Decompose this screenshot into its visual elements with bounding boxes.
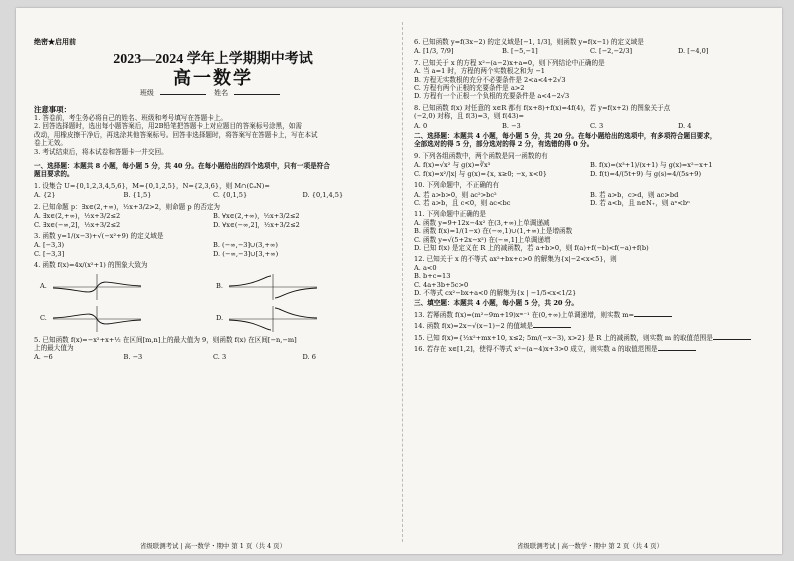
exam-title: 2023—2024 学年上学期期中考试 bbox=[113, 52, 313, 68]
option: D. 4 bbox=[678, 121, 692, 130]
page-1 bbox=[34, 8, 392, 554]
option: C. [−3,3] bbox=[34, 249, 65, 258]
question-16-text: 16. 若存在 x∈[1,2]，使得不等式 x²−(a−4)x+3>0 成立，则实数 a 的取值范围是 bbox=[414, 345, 658, 353]
answer-blank bbox=[713, 339, 751, 340]
option: B. −3 bbox=[123, 353, 143, 362]
notice-line: 1. 答卷前，考生务必将自己的姓名、班级和考号填写在答题卡上。 bbox=[34, 114, 228, 123]
section-1-heading: 一、选择题：本题共 8 小题，每小题 5 分，共 40 分。在每小题给出的四个选项中，只有一项是符合 bbox=[34, 162, 330, 171]
graph-option-a bbox=[40, 273, 216, 301]
notice-line: 改动，用橡皮擦干净后，再选涂其他答案标号。回答非选择题时，将答案写在答题卡上，写在本试 bbox=[34, 130, 318, 139]
graph-option-b bbox=[216, 273, 392, 301]
option: C. 4a+3b+5c>0 bbox=[414, 280, 469, 289]
option: D. [−4,0] bbox=[678, 47, 709, 56]
page-divider bbox=[402, 22, 403, 542]
question-11: 11. 下列命题中正确的是 bbox=[414, 210, 486, 219]
question-5: 5. 已知函数 f(x)=−x²+x+½ 在区间[m,n]上的最大值为 9，则函数 f(x) 在区间[−n,−m] bbox=[34, 335, 297, 344]
graph-c-icon bbox=[51, 305, 143, 333]
section-1-heading-cont: 题目要求的。 bbox=[34, 170, 74, 179]
option: A. f(x)=√x² 与 g(x)=∛x³ bbox=[414, 161, 491, 170]
notice-line: 3. 考试结束后，将本试卷和答题卡一并交回。 bbox=[34, 147, 168, 156]
answer-blank bbox=[658, 350, 696, 351]
options-1 bbox=[34, 191, 392, 199]
option: D. 6 bbox=[302, 353, 316, 362]
answer-blank bbox=[634, 316, 672, 317]
exam-sheet bbox=[16, 8, 782, 554]
option: C. 方程有两个正根的充要条件是 a>2 bbox=[414, 84, 525, 93]
option: C. 函数 y=√(5+2x−x²) 在(−∞,1]上单调递增 bbox=[414, 235, 551, 244]
section-2-heading: 二、选择题：本题共 4 小题，每小题 5 分，共 20 分。在每小题给出的选项中，有多项符合题目要求， bbox=[414, 132, 717, 141]
option: A. 0 bbox=[414, 121, 428, 130]
question-10: 10. 下列命题中，不正确的有 bbox=[414, 181, 500, 190]
option: C. 3 bbox=[213, 353, 227, 362]
question-15-text: 15. 已知 f(x)={½x²+mx+10, x≤2; 5m/(−x−3), x>2} 是 R 上的减函数，则实数 m 的取值范围是 bbox=[414, 333, 713, 342]
question-9: 9. 下列各组函数中，两个函数是同一函数的有 bbox=[414, 151, 548, 160]
question-13 bbox=[414, 311, 766, 319]
option: B. ∀x∈(2,+∞)，½x+3/2≤2 bbox=[213, 212, 300, 221]
graph-a-icon bbox=[51, 273, 143, 301]
options-2 bbox=[34, 212, 392, 229]
page-footer: 省级联测考试 | 高一数学・期中 第 2 页（共 4 页） bbox=[517, 541, 663, 550]
options-6 bbox=[414, 47, 766, 55]
option: C. {0,1,5} bbox=[213, 191, 248, 200]
option: D. f(t)=4/(5t+9) 与 g(s)=4/(5s+9) bbox=[590, 169, 702, 178]
name-line bbox=[34, 89, 392, 97]
section-2-heading-cont: 全部选对的得 5 分，部分选对的得 2 分，有选错的得 0 分。 bbox=[414, 140, 594, 149]
option: B. bbox=[216, 282, 223, 291]
option: C. [−2,−2/3] bbox=[590, 47, 633, 56]
name-label: 姓名 bbox=[214, 89, 229, 98]
option: B. 函数 f(x)=1/(1−x) 在(−∞,1)∪(1,+∞)上是增函数 bbox=[414, 227, 573, 236]
class-blank bbox=[160, 94, 206, 95]
options-9 bbox=[414, 161, 766, 178]
question-13-text: 13. 若幂函数 f(x)=(m²−9m+19)xᵐ⁻¹ 在(0,+∞)上单调递增，则实数 m= bbox=[414, 310, 635, 319]
notice-line: 卷上无效。 bbox=[34, 139, 67, 148]
option: A. {2} bbox=[34, 191, 56, 200]
section-3-heading: 三、填空题：本题共 4 小题，每小题 5 分，共 20 分。 bbox=[414, 299, 578, 308]
option: D. 若 a<b，且 n∈N₊，则 aⁿ<bⁿ bbox=[590, 198, 690, 207]
name-blank bbox=[234, 94, 280, 95]
option: A. [1/3, 7/9] bbox=[414, 47, 454, 56]
question-5-cont: 上的最大值为 bbox=[34, 343, 74, 352]
options-10 bbox=[414, 191, 766, 208]
question-3: 3. 函数 y=1/(x−3)+√(−x²+9) 的定义域是 bbox=[34, 231, 164, 240]
graph-option-c bbox=[40, 305, 216, 333]
question-8-cont: (−2,0) 对称，且 f(3)=3，则 f(43)= bbox=[414, 112, 525, 121]
page-2 bbox=[414, 8, 766, 554]
option: D. (−∞,−3]∪[3,+∞) bbox=[213, 249, 279, 258]
graph-d-icon bbox=[227, 305, 319, 333]
option: B. (−∞,−3]∪(3,+∞) bbox=[213, 241, 278, 250]
option: A. ∃x∈(2,+∞)，½x+3/2≤2 bbox=[34, 212, 121, 221]
graph-option-d bbox=[216, 305, 392, 333]
question-2: 2. 已知命题 p：∃x∈(2,+∞)，½x+3/2>2，则命题 p 的否定为 bbox=[34, 202, 221, 211]
question-15 bbox=[414, 334, 766, 342]
option: A. 当 a=1 时，方程的两个实数根之和为 −1 bbox=[414, 67, 545, 76]
option: D. 不等式 cx²−bx+a<0 的解集为{x | −1/5<x<1/2} bbox=[414, 288, 577, 297]
options-3 bbox=[34, 241, 392, 258]
option: A. 函数 y=9+12x−4x² 在(3,+∞)上单调递减 bbox=[414, 218, 550, 227]
graph-b-icon bbox=[227, 273, 319, 301]
subject-title: 高一数学 bbox=[173, 67, 253, 89]
options-4-graphs bbox=[40, 273, 392, 333]
question-6: 6. 已知函数 y=f(3x−2) 的定义域是[−1, 1/3]，则函数 y=f(x−1) 的定义域是 bbox=[414, 38, 644, 46]
option: C. 若 a>b，且 c<0，则 ac<bc bbox=[414, 198, 511, 207]
question-12: 12. 已知关于 x 的不等式 ax²+bx+c>0 的解集为{x|−2<x<5}，则 bbox=[414, 255, 617, 264]
option: D. {0,1,4,5} bbox=[302, 191, 344, 200]
option: D. 方程有一个正根一个负根的充要条件是 a<4−2√3 bbox=[414, 92, 570, 101]
notice-line: 2. 回答选择题时，选出每小题答案后，用2B铅笔把答题卡上对应题目的答案标号涂黑，如需 bbox=[34, 122, 302, 131]
option: C. 3 bbox=[590, 121, 604, 130]
class-label: 班级 bbox=[139, 89, 154, 98]
option: A. −6 bbox=[34, 353, 53, 362]
secret-mark: 绝密★启用前 bbox=[34, 37, 76, 46]
option: C. ∃x∈(−∞,2]，½x+3/2≤2 bbox=[34, 220, 121, 229]
option: C. bbox=[40, 314, 47, 323]
option: B. f(x)=(x³+1)/(x+1) 与 g(x)=x²−x+1 bbox=[590, 161, 713, 170]
question-16 bbox=[414, 345, 766, 353]
question-14 bbox=[414, 322, 766, 330]
options-8 bbox=[414, 122, 766, 130]
option: B. 若 a>b，c>d，则 ac>bd bbox=[590, 190, 679, 199]
question-1: 1. 设集合 U={0,1,2,3,4,5,6}，M={0,1,2,5}，N={2,3,6}，则 M∩(∁ᵤN)= bbox=[34, 181, 270, 190]
option: D. 已知 f(x) 是定义在 R 上的减函数，若 a+b>0，则 f(a)+f(−b)<f(−a)+f(b) bbox=[414, 243, 649, 252]
option: A. [−3,3) bbox=[34, 241, 65, 250]
option: A. 若 a>b>0，则 ac²>bc² bbox=[414, 190, 497, 199]
question-14-text: 14. 函数 f(x)=2x−√(x−1)−2 的值域是 bbox=[414, 322, 534, 331]
answer-blank bbox=[533, 327, 571, 328]
page-footer: 省级联测考试 | 高一数学・期中 第 1 页（共 4 页） bbox=[140, 541, 286, 550]
option: B. 方程无实数根的充分不必要条件是 2<a<4+2√3 bbox=[414, 75, 566, 84]
option: B. b+c=13 bbox=[414, 272, 451, 281]
option: B. [−5,−1] bbox=[502, 47, 538, 56]
option: D. bbox=[216, 314, 224, 323]
question-4: 4. 函数 f(x)=4x/(x²+1) 的图象大致为 bbox=[34, 261, 148, 270]
options-5 bbox=[34, 353, 392, 361]
option: B. −3 bbox=[502, 121, 521, 130]
option: A. a<0 bbox=[414, 263, 437, 272]
question-7: 7. 已知关于 x 的方程 x²−(a−2)x+a=0，则下列结论中正确的是 bbox=[414, 58, 605, 67]
option: C. f(x)=x²/|x| 与 g(x)={x, x≥0; −x, x<0} bbox=[414, 169, 547, 178]
option: A. bbox=[40, 282, 47, 291]
question-8: 8. 已知函数 f(x) 对任意的 x∈R 都有 f(x+8)+f(x)=4f(4)，若 y=f(x+2) 的图象关于点 bbox=[414, 103, 671, 112]
notice-title: 注意事项： bbox=[34, 104, 71, 114]
option: B. {1,5} bbox=[123, 191, 152, 200]
option: D. ∀x∈(−∞,2]，½x+3/2≤2 bbox=[213, 220, 300, 229]
